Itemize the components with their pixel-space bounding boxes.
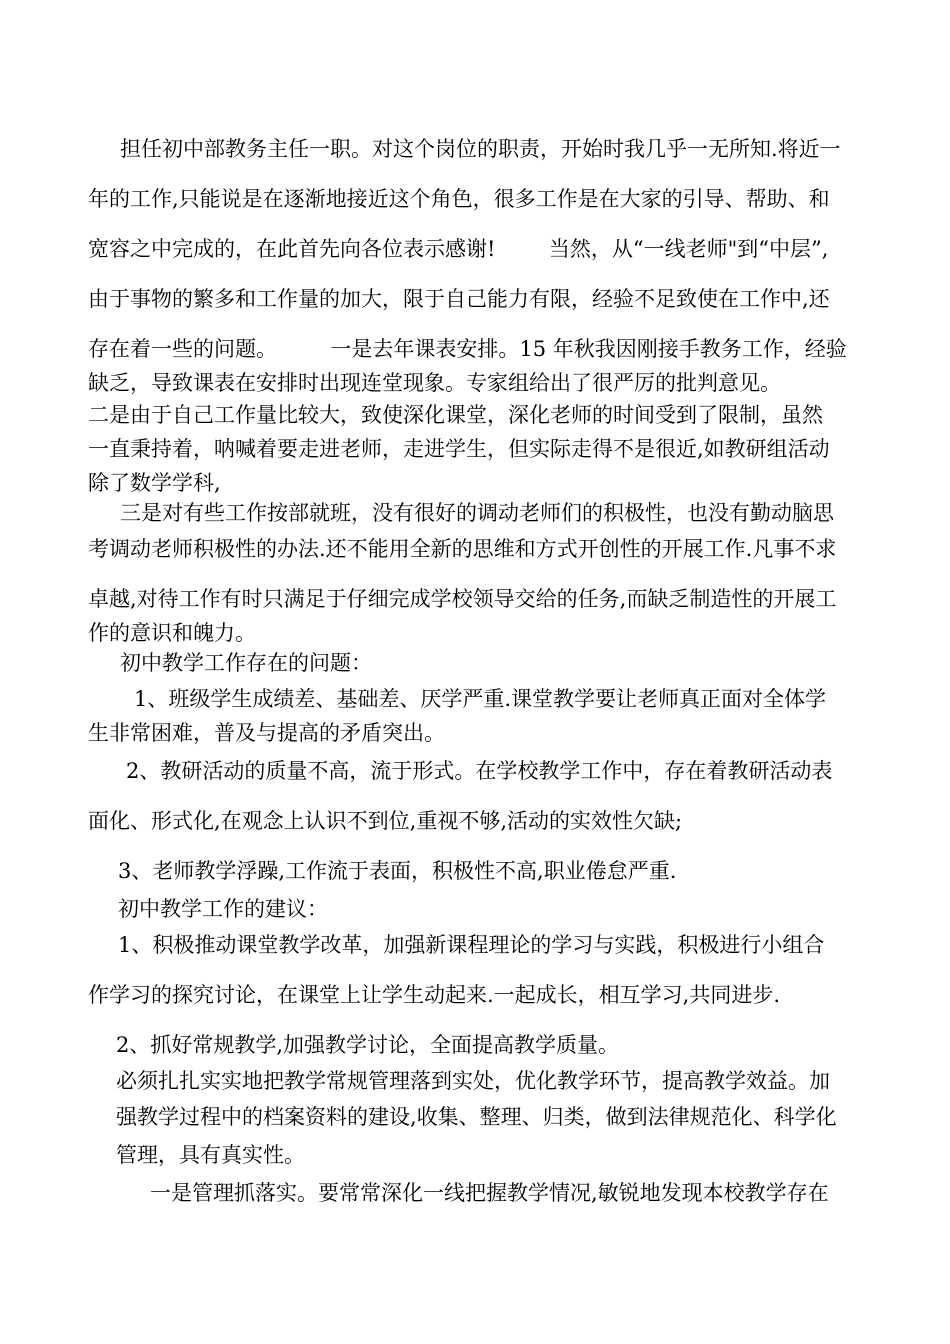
- text-line: 除了数学学科,: [88, 471, 221, 495]
- text-line: 2、抓好常规教学,加强教学讨论，全面提高教学质量。: [116, 1033, 620, 1057]
- text-line: 3、老师教学浮躁,工作流于表面，积极性不高,职业倦怠严重.: [118, 859, 677, 883]
- text-line: 由于事物的繁多和工作量的加大，限于自己能力有限，经验不足致使在工作中,还: [88, 287, 830, 311]
- text-line: 1、积极推动课堂教学改革，加强新课程理论的学习与实践，积极进行小组合: [118, 933, 825, 957]
- text-line: 二是由于自己工作量比较大，致使深化课堂，深化老师的时间受到了限制，虽然: [88, 403, 823, 427]
- text-line: 宽容之中完成的，在此首先向各位表示感谢! 当然，从“一线老师"到“中层”,: [88, 237, 829, 261]
- text-line: 一是管理抓落实。要常常深化一线把握教学情况,敏锐地发现本校教学存在: [150, 1181, 829, 1205]
- text-line: 作的意识和魄力。: [88, 621, 256, 645]
- text-line: 1、班级学生成绩差、基础差、厌学严重.课堂教学要让老师真正面对全体学: [134, 687, 827, 711]
- text-line: 考调动老师积极性的办法.还不能用全新的思维和方式开创性的开展工作.凡事不求: [88, 537, 837, 561]
- text-line: 年的工作,只能说是在逐渐地接近这个角色，很多工作是在大家的引导、帮助、和: [88, 187, 830, 211]
- text-line: 管理，具有真实性。: [116, 1143, 305, 1167]
- text-line: 担任初中部教务主任一职。对这个岗位的职责，开始时我几乎一无所知.将近一: [120, 137, 841, 161]
- text-line: 卓越,对待工作有时只满足于仔细完成学校领导交给的任务,而缺乏制造性的开展工: [88, 587, 837, 611]
- text-line: 缺乏，导致课表在安排时出现连堂现象。专家组给出了很严厉的批判意见。: [88, 371, 781, 395]
- text-line: 作学习的探究讨论，在课堂上让学生动起来.一起成长，相互学习,共同进步.: [88, 983, 781, 1007]
- text-line: 强教学过程中的档案资料的建设,收集、整理、归类，做到法律规范化、科学化: [116, 1105, 837, 1129]
- section-heading: 初中教学工作存在的问题：: [120, 651, 372, 675]
- text-line: 面化、形式化,在观念上认识不到位,重视不够,活动的实效性欠缺;: [88, 809, 683, 833]
- text-line: 2、教研活动的质量不高，流于形式。在学校教学工作中，存在着教研活动表: [126, 759, 833, 783]
- text-line: 存在着一些的问题。 一是去年课表安排。15 年秋我因刚接手教务工作，经验: [88, 337, 847, 361]
- text-line: 三是对有些工作按部就班，没有很好的调动老师们的积极性，也没有勤动脑思: [120, 501, 834, 525]
- section-heading: 初中教学工作的建议：: [118, 897, 328, 921]
- text-line: 一直秉持着，呐喊着要走进老师，走进学生，但实际走得不是很近,如教研组活动: [88, 437, 830, 461]
- text-line: 必须扎扎实实地把教学常规管理落到实处，优化教学环节，提高教学效益。加: [116, 1069, 830, 1093]
- text-line: 生非常困难，普及与提高的矛盾突出。: [88, 721, 445, 745]
